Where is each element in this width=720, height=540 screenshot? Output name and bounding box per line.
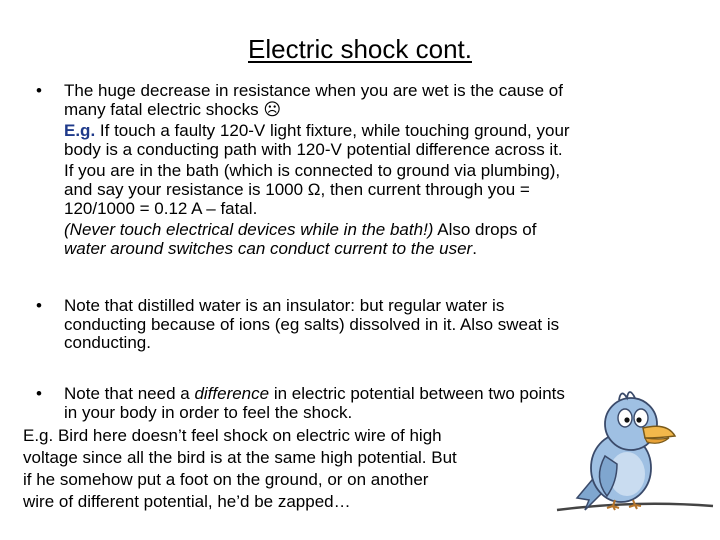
bullet-3-line-2: in your body in order to feel the shock. — [64, 402, 353, 422]
bullet-1-line-1: The huge decrease in resistance when you are wet is the cause of — [64, 81, 563, 100]
warning-line-2 — [64, 240, 674, 259]
bullet-2-line-2: conducting because of ions (eg salts) dissolved in it. Also sweat is — [64, 314, 560, 334]
bird-line-2: voltage since all the bird is at the same high potential. But — [23, 448, 457, 467]
slide-title: Electric shock cont. — [248, 34, 472, 64]
bullet-3-marker: • — [36, 384, 42, 403]
bullet-3-line-1: Note that need a difference in electric potential between two points — [64, 384, 565, 403]
bath-line-2: and say your resistance is 1000 Ω, then current through you = — [64, 179, 530, 199]
bullet-1-marker: • — [36, 81, 42, 100]
bird-beak — [643, 426, 675, 438]
bird-line-3: if he somehow put a foot on the ground, or on another — [23, 470, 429, 489]
bullet-2 — [64, 297, 674, 353]
warning-italic-2: water around switches can conduct current to the user — [64, 238, 473, 258]
eg-text: If touch a faulty 120-V light fixture, while touching ground, your — [95, 121, 570, 141]
bird-example — [23, 425, 553, 513]
bath-line-3: 120/1000 = 0.12 A – fatal. — [64, 198, 258, 218]
bullet-1-line-2: many fatal electric shocks ☹ — [64, 99, 282, 119]
example-line-1 — [64, 122, 674, 141]
warning-italic: (Never touch electrical devices while in the bath!) — [64, 220, 434, 240]
warning-end: . — [472, 238, 477, 258]
warning-rest: Also drops of — [433, 220, 537, 240]
warning-line-1 — [64, 221, 674, 240]
bullet-1 — [64, 82, 674, 258]
example-line-2: body is a conducting path with 120-V potential difference across it. — [64, 139, 563, 159]
difference-italic: difference — [194, 384, 270, 403]
bath-line-1: If you are in the bath (which is connected to ground via plumbing), — [64, 161, 561, 181]
eg-label: E.g. — [64, 121, 96, 141]
bullet-2-line-1: Note that distilled water is an insulator: but regular water is — [64, 296, 505, 315]
bird-line-4: wire of different potential, he’d be zapped… — [23, 492, 351, 511]
bird-on-wire-illustration — [555, 378, 715, 528]
bullet-2-marker: • — [36, 296, 42, 315]
bullet-2-line-3: conducting. — [64, 333, 151, 353]
bird-line-1: E.g. Bird here doesn’t feel shock on electric wire of high — [23, 426, 442, 445]
